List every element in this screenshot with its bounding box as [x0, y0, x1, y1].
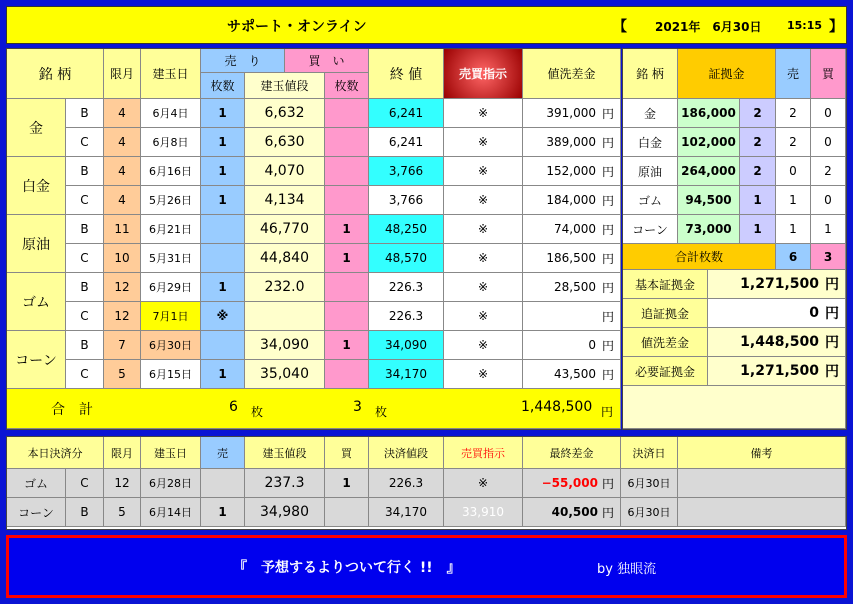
row-limit: 7 [104, 331, 141, 360]
positions-table [6, 48, 621, 430]
settle-settle-price-header: 決済値段 [369, 437, 444, 469]
row-diff [523, 215, 621, 244]
side-total-sell: 6 [776, 244, 811, 270]
row-price: 46,770 [245, 215, 325, 244]
side-sell: 2 [776, 99, 811, 128]
settle-close: 34,170 [369, 498, 444, 527]
summary-amount: 0 [809, 305, 819, 321]
row-instruction: ※ [444, 128, 523, 157]
row-instruction: ※ [444, 99, 523, 128]
row-price: 232.0 [245, 273, 325, 302]
row-instruction: ※ [444, 331, 523, 360]
row-type: B [66, 273, 104, 302]
row-price: 4,134 [245, 186, 325, 215]
row-buy-qty [325, 360, 369, 389]
settlement-table [6, 436, 847, 530]
row-type: B [66, 157, 104, 186]
row-type: B [66, 99, 104, 128]
price-header: 建玉値段 [245, 73, 325, 99]
row-diff [523, 273, 621, 302]
row-close: 226.3 [369, 302, 444, 331]
row-sell-qty [201, 331, 245, 360]
row-close: 34,090 [369, 331, 444, 360]
side-brand: 原油 [623, 157, 678, 186]
row-date: 6月21日 [141, 215, 201, 244]
row-sell-qty: 1 [201, 128, 245, 157]
row-instruction: ※ [444, 157, 523, 186]
summary-label: 値洗差金 [623, 328, 708, 357]
limit-header: 限月 [104, 49, 141, 99]
settle-sell [201, 469, 245, 498]
row-price: 34,090 [245, 331, 325, 360]
settle-final [523, 469, 621, 498]
row-diff-value: 74,000 [553, 222, 596, 236]
row-limit: 4 [104, 157, 141, 186]
yen-unit: 円 [601, 309, 614, 324]
summary-label: 必要証拠金 [623, 357, 708, 386]
row-date: 6月4日 [141, 99, 201, 128]
buy-header: 買 い [285, 49, 369, 73]
settle-price: 34,980 [245, 498, 325, 527]
side-buy-header: 買 [811, 49, 846, 99]
row-sell-qty: 1 [201, 186, 245, 215]
row-buy-qty [325, 157, 369, 186]
side-buy: 2 [811, 157, 846, 186]
settle-final [523, 498, 621, 527]
side-qty: 1 [740, 215, 776, 244]
side-brand: ゴム [623, 186, 678, 215]
side-brand: 金 [623, 99, 678, 128]
summary-label: 基本証拠金 [623, 270, 708, 299]
row-buy-qty [325, 99, 369, 128]
yen-unit: 円 [825, 277, 839, 293]
row-diff [523, 157, 621, 186]
yen-unit: 円 [601, 280, 614, 295]
close-header: 終 値 [369, 49, 444, 99]
row-buy-qty [325, 273, 369, 302]
side-blank [623, 386, 846, 429]
row-price [245, 302, 325, 331]
settle-note [678, 469, 846, 498]
row-date: 6月15日 [141, 360, 201, 389]
row-diff-value: 389,000 [546, 135, 596, 149]
yen-unit: 円 [601, 164, 614, 179]
settle-brand: ゴム [7, 469, 66, 498]
row-diff [523, 128, 621, 157]
row-sell-qty: 1 [201, 273, 245, 302]
row-type: C [66, 302, 104, 331]
side-margin: 264,000 [678, 157, 740, 186]
sell-header: 売 り [201, 49, 285, 73]
diff-header: 値洗差金 [523, 49, 621, 99]
settle-date: 6月14日 [141, 498, 201, 527]
row-close: 3,766 [369, 186, 444, 215]
summary-value [708, 357, 846, 386]
row-date: 5月26日 [141, 186, 201, 215]
settle-date-header: 建玉日 [141, 437, 201, 469]
row-price: 4,070 [245, 157, 325, 186]
row-limit: 4 [104, 186, 141, 215]
total-unit: 円 [601, 405, 614, 419]
row-close: 34,170 [369, 360, 444, 389]
side-total-label: 合計枚数 [623, 244, 776, 270]
summary-value [708, 328, 846, 357]
yen-unit: 円 [825, 335, 839, 351]
margin-panel [622, 48, 847, 430]
row-limit: 12 [104, 273, 141, 302]
settle-sell: 1 [201, 498, 245, 527]
settle-final-value: −55,000 [541, 476, 598, 490]
slogan: 『 予想するよりついて行く !! 』 [233, 560, 461, 576]
summary-amount: 1,271,500 [740, 363, 819, 379]
row-diff-value: 186,500 [546, 251, 596, 265]
row-buy-qty [325, 302, 369, 331]
side-margin: 102,000 [678, 128, 740, 157]
header-time: 15:15 [787, 19, 823, 32]
date-header: 建玉日 [141, 49, 201, 99]
settle-type: C [66, 469, 104, 498]
side-brand-header: 銘 柄 [623, 49, 678, 99]
settle-instr-header: 売買指示 [444, 437, 523, 469]
side-buy: 0 [811, 128, 846, 157]
row-diff-value: 0 [588, 338, 596, 352]
settle-instruction: ※ [444, 469, 523, 498]
row-instruction: ※ [444, 244, 523, 273]
instruction-header: 売買指示 [444, 49, 523, 99]
settle-note [678, 498, 846, 527]
row-limit: 4 [104, 128, 141, 157]
row-diff [523, 331, 621, 360]
summary-amount: 1,271,500 [740, 276, 819, 292]
row-type: C [66, 128, 104, 157]
side-qty: 2 [740, 99, 776, 128]
side-sell: 0 [776, 157, 811, 186]
row-buy-qty [325, 128, 369, 157]
row-limit: 12 [104, 302, 141, 331]
settle-type: B [66, 498, 104, 527]
summary-value [708, 299, 846, 328]
yen-unit: 円 [601, 193, 614, 208]
summary-value [708, 270, 846, 299]
row-close: 48,570 [369, 244, 444, 273]
settle-price-header: 建玉値段 [245, 437, 325, 469]
row-close: 6,241 [369, 128, 444, 157]
row-date: 6月29日 [141, 273, 201, 302]
total-row [7, 389, 621, 429]
row-diff [523, 302, 621, 331]
side-margin: 186,000 [678, 99, 740, 128]
settle-final-header: 最終差金 [523, 437, 621, 469]
settle-limit: 12 [104, 469, 141, 498]
side-brand: 白金 [623, 128, 678, 157]
row-buy-qty [325, 186, 369, 215]
row-sell-qty: ※ [201, 302, 245, 331]
row-diff-value: 43,500 [553, 367, 596, 381]
settle-sell-header: 売 [201, 437, 245, 469]
row-price: 6,632 [245, 99, 325, 128]
side-qty: 2 [740, 128, 776, 157]
row-buy-qty: 1 [325, 244, 369, 273]
row-sell-qty: 1 [201, 99, 245, 128]
side-brand: コーン [623, 215, 678, 244]
total-sell-qty: 6 [229, 399, 238, 415]
yen-unit: 円 [601, 505, 614, 520]
header-bar [6, 6, 847, 44]
yen-unit: 円 [601, 222, 614, 237]
side-sell: 1 [776, 186, 811, 215]
buy-qty-header: 枚数 [325, 73, 369, 99]
side-sell-header: 売 [776, 49, 811, 99]
row-close: 3,766 [369, 157, 444, 186]
summary-amount: 1,448,500 [740, 334, 819, 350]
brand-group: 白金 [7, 157, 66, 215]
yen-unit: 円 [601, 135, 614, 150]
row-diff-value: 28,500 [553, 280, 596, 294]
row-type: C [66, 360, 104, 389]
row-price: 6,630 [245, 128, 325, 157]
brand-group: コーン [7, 331, 66, 389]
settle-close: 226.3 [369, 469, 444, 498]
row-instruction: ※ [444, 273, 523, 302]
side-sell: 1 [776, 215, 811, 244]
row-limit: 4 [104, 99, 141, 128]
settle-date: 6月28日 [141, 469, 201, 498]
row-type: C [66, 186, 104, 215]
settle-price: 237.3 [245, 469, 325, 498]
row-instruction: ※ [444, 302, 523, 331]
yen-unit: 円 [825, 364, 839, 380]
row-price: 35,040 [245, 360, 325, 389]
yen-unit: 円 [601, 476, 614, 491]
row-price: 44,840 [245, 244, 325, 273]
total-sell-unit: 枚 [251, 405, 264, 419]
row-sell-qty [201, 215, 245, 244]
settle-brand: コーン [7, 498, 66, 527]
row-buy-qty: 1 [325, 215, 369, 244]
row-limit: 10 [104, 244, 141, 273]
row-diff [523, 244, 621, 273]
row-diff-value: 184,000 [546, 193, 596, 207]
settle-settle-date-header: 決済日 [621, 437, 678, 469]
brand-group: ゴム [7, 273, 66, 331]
brand-header: 銘 柄 [7, 49, 104, 99]
bracket-close: 】 [829, 19, 843, 35]
row-diff [523, 360, 621, 389]
settle-instruction: 33,910 [444, 498, 523, 527]
row-type: B [66, 215, 104, 244]
row-diff [523, 99, 621, 128]
yen-unit: 円 [825, 306, 839, 322]
yen-unit: 円 [601, 367, 614, 382]
row-close: 226.3 [369, 273, 444, 302]
settle-limit: 5 [104, 498, 141, 527]
row-limit: 5 [104, 360, 141, 389]
settle-buy-header: 買 [325, 437, 369, 469]
sell-qty-header: 枚数 [201, 73, 245, 99]
row-date: 7月1日 [141, 302, 201, 331]
row-date: 6月30日 [141, 331, 201, 360]
row-buy-qty: 1 [325, 331, 369, 360]
settle-buy [325, 498, 369, 527]
row-sell-qty: 1 [201, 360, 245, 389]
side-buy: 0 [811, 99, 846, 128]
side-qty: 1 [740, 186, 776, 215]
row-sell-qty: 1 [201, 157, 245, 186]
settle-note-header: 備考 [678, 437, 846, 469]
row-limit: 11 [104, 215, 141, 244]
page-title: サポート・オンライン [227, 19, 367, 35]
footer-banner [6, 535, 847, 598]
side-margin-header: 証拠金 [678, 49, 776, 99]
row-type: C [66, 244, 104, 273]
side-buy: 1 [811, 215, 846, 244]
total-buy-unit: 枚 [375, 405, 388, 419]
total-buy-qty: 3 [353, 399, 362, 415]
row-diff-value: 152,000 [546, 164, 596, 178]
total-value: 1,448,500 [521, 399, 593, 415]
row-instruction: ※ [444, 360, 523, 389]
settle-settle-date: 6月30日 [621, 498, 678, 527]
side-margin: 94,500 [678, 186, 740, 215]
row-instruction: ※ [444, 186, 523, 215]
settle-label-header: 本日決済分 [7, 437, 104, 469]
row-type: B [66, 331, 104, 360]
row-instruction: ※ [444, 215, 523, 244]
row-close: 6,241 [369, 99, 444, 128]
row-close: 48,250 [369, 215, 444, 244]
total-label: 合 計 [51, 402, 93, 418]
row-date: 5月31日 [141, 244, 201, 273]
author: by 独眼流 [597, 562, 657, 577]
yen-unit: 円 [601, 251, 614, 266]
yen-unit: 円 [601, 106, 614, 121]
side-buy: 0 [811, 186, 846, 215]
header-date: 2021年 6月30日 [655, 20, 762, 34]
bracket-open: 【 [613, 19, 627, 35]
brand-group: 原油 [7, 215, 66, 273]
row-diff [523, 186, 621, 215]
row-date: 6月16日 [141, 157, 201, 186]
settle-limit-header: 限月 [104, 437, 141, 469]
row-sell-qty [201, 244, 245, 273]
settle-settle-date: 6月30日 [621, 469, 678, 498]
side-margin: 73,000 [678, 215, 740, 244]
yen-unit: 円 [601, 338, 614, 353]
side-total-buy: 3 [811, 244, 846, 270]
row-diff-value: 391,000 [546, 106, 596, 120]
row-date: 6月8日 [141, 128, 201, 157]
side-qty: 2 [740, 157, 776, 186]
summary-label: 追証拠金 [623, 299, 708, 328]
settle-final-value: 40,500 [551, 505, 598, 519]
side-sell: 2 [776, 128, 811, 157]
settle-buy: 1 [325, 469, 369, 498]
brand-group: 金 [7, 99, 66, 157]
